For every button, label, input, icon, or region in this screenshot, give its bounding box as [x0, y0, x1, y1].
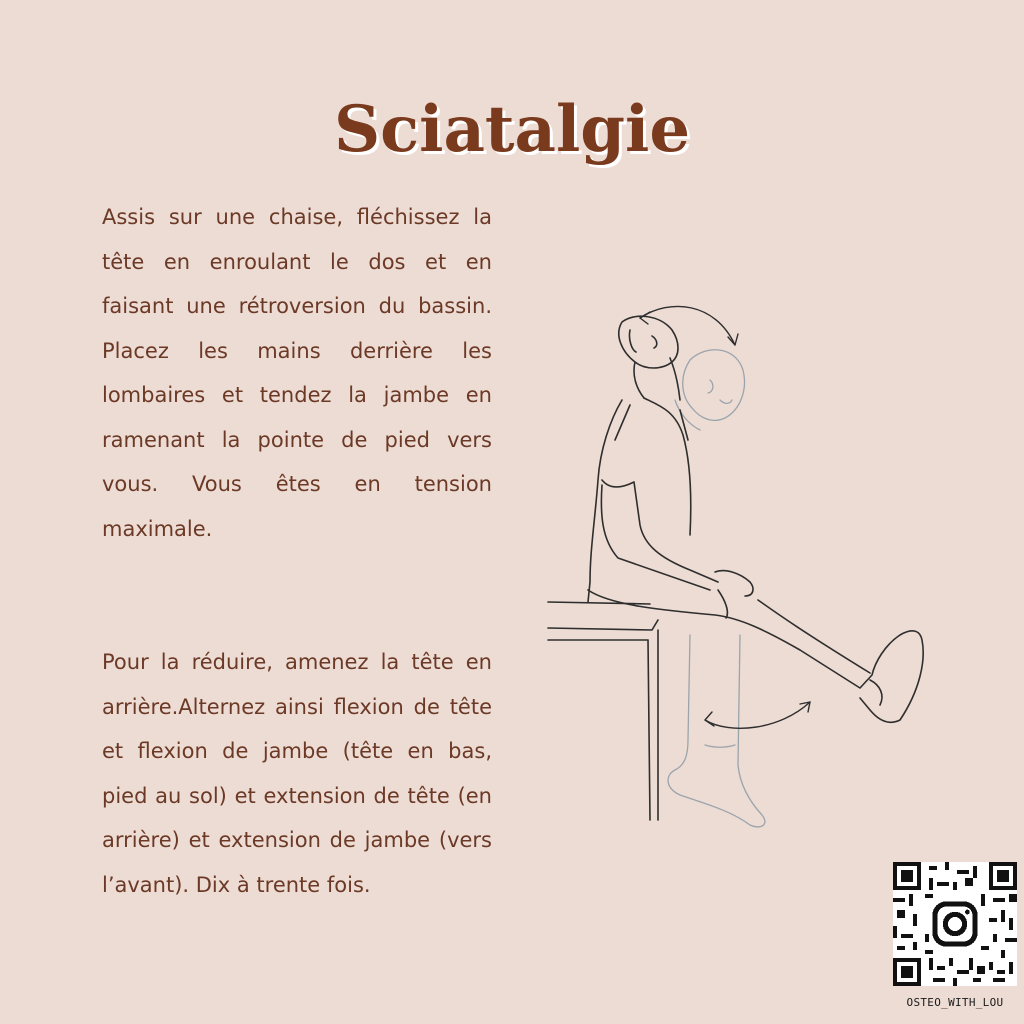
head-extended	[619, 316, 680, 400]
hands	[715, 571, 753, 618]
leg-motion-arrow	[705, 702, 810, 728]
head-motion-arrow	[640, 306, 735, 345]
torso	[588, 400, 622, 602]
instruction-paragraph-1: Assis sur une chaise, fléchissez la tête en enroulant le dos et en faisant une rétroversion du bassin. Placez les mains derrière les lombaires et tendez la jambe en ramenant la pointe de pied vers vous. Vous êtes en tension maximale.	[102, 205, 492, 541]
page-title: Sciatalgie	[333, 92, 691, 167]
chair	[548, 602, 658, 820]
social-handle[interactable]: OSTEO_WITH_LOU	[906, 996, 1004, 1009]
head-forward-ghost	[675, 350, 744, 430]
instruction-paragraph-2: Pour la réduire, amenez la tête en arrière.Alternez ainsi flexion de tête et flexion de jambe (tête en bas, pied au sol) et extension de tête (en arrière) et extension de jambe (vers l’avant). Dix à trente fois.	[102, 650, 492, 897]
leg-down-ghost	[668, 635, 765, 827]
qr-code[interactable]	[893, 862, 1017, 986]
arm	[602, 480, 718, 582]
exercise-illustration	[540, 290, 950, 850]
extended-leg	[588, 590, 923, 722]
